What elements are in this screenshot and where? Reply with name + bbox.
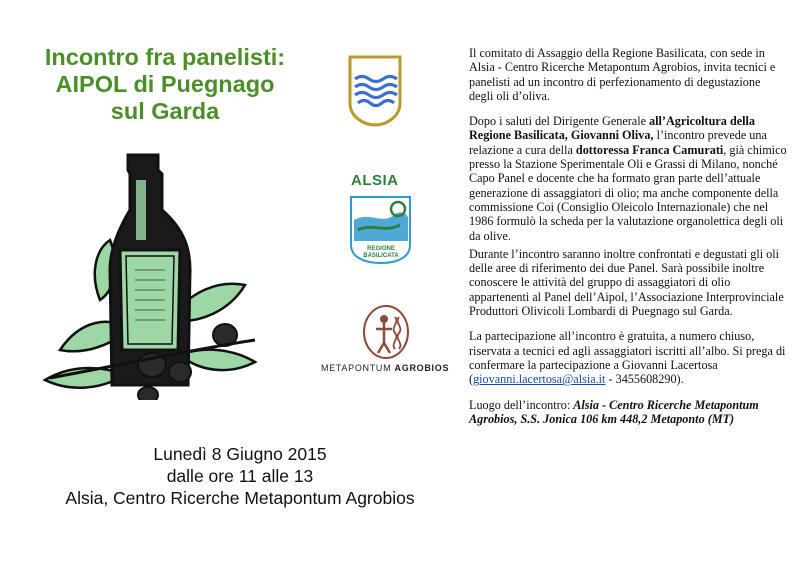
program-speaker: dottoressa Franca Camurati xyxy=(575,142,724,157)
participation-text-b: - 3455608290). xyxy=(605,372,684,387)
event-place: Alsia, Centro Ricerche Metapontum Agrobios xyxy=(65,488,415,508)
contact-email-link[interactable]: giovanni.lacertosa@alsia.it xyxy=(473,372,606,387)
event-time: dalle ore 11 alle 13 xyxy=(166,466,314,486)
title-line-3: sul Garda xyxy=(110,98,220,124)
alsia-sub-1: REGIONE xyxy=(367,246,395,252)
metapontum-agrobios-logo xyxy=(362,305,410,360)
event-date: Lunedì 8 Giugno 2015 xyxy=(153,444,327,464)
paragraph-intro: Il comitato di Assaggio della Regione Basilicata, con sede in Alsia - Centro Ricerche Metapontum Agrobios, invita tecnici e panelisti ad un incontro di perfezionamento di degustazione degli oli d’oliva. xyxy=(469,46,776,103)
event-details xyxy=(30,443,450,509)
program-text-a: Dopo i saluti del Dirigente Generale xyxy=(469,114,650,129)
olive-oil-bottle-illustration xyxy=(40,150,260,400)
location-label: Luogo dell’incontro: xyxy=(469,397,574,412)
alsia-logo-text: ALSIA xyxy=(351,172,399,189)
agrobios-word: AGROBIOS xyxy=(394,363,450,373)
paragraph-participation xyxy=(469,329,787,386)
program-director: all’Agricoltura della Regione Basilicata, Giovanni Oliva, xyxy=(469,114,755,143)
alsia-sub-2: BASILICATA xyxy=(363,253,399,259)
paragraph-location xyxy=(469,398,787,427)
program-text-e: , già chimico presso la Stazione Sperimentale Oli e Grassi di Milano, nonché Capo Panel e docente che ha formato gran parte dell’attuale generazione di assaggiatori di olio; ma anche componente della commissione Coi (Consiglio Oleicolo Internazionale) che nel 1986 formulò la scheda per la valutazione organolettica degli oli da olive. xyxy=(469,142,787,243)
bottle xyxy=(110,155,190,385)
regione-basilicata-crest xyxy=(348,55,402,127)
participation-text-a: La partecipazione all’incontro è gratuita, a numero chiuso, riservata a tecnici ed agli assaggiatori iscritti all’albo. Si prega di confermare la partecipazione a Giovanni Lacertosa ( xyxy=(469,329,786,387)
metapontum-word: METAPONTUM xyxy=(321,363,392,373)
paragraph-tasting: Durante l’incontro saranno inoltre confrontati e degustati gli oli delle aree di riferimento dei due Panel. Sarà possibile inoltre conoscere le attività del gruppo di assaggiatori di olio appartenenti al Panel dell’Aipol, l’Associazione Interprovinciale Produttori Olivicoli Lombardi di Puegnago sul Garda. xyxy=(469,246,784,319)
program-text-c: l’incontro prevede una relazione a cura della xyxy=(469,128,767,157)
event-title xyxy=(20,44,310,125)
alsia-logo xyxy=(348,175,418,265)
metapontum-logo-text xyxy=(321,363,449,373)
location-address: Alsia - Centro Ricerche Metapontum Agrobios, S.S. Jonica 106 km 448,2 Metaponto (MT) xyxy=(469,397,759,426)
title-line-2: AIPOL di Puegnago xyxy=(55,71,275,97)
invitation-text xyxy=(469,46,787,437)
paragraph-program xyxy=(469,114,787,243)
title-line-1: Incontro fra panelisti: xyxy=(44,44,286,70)
